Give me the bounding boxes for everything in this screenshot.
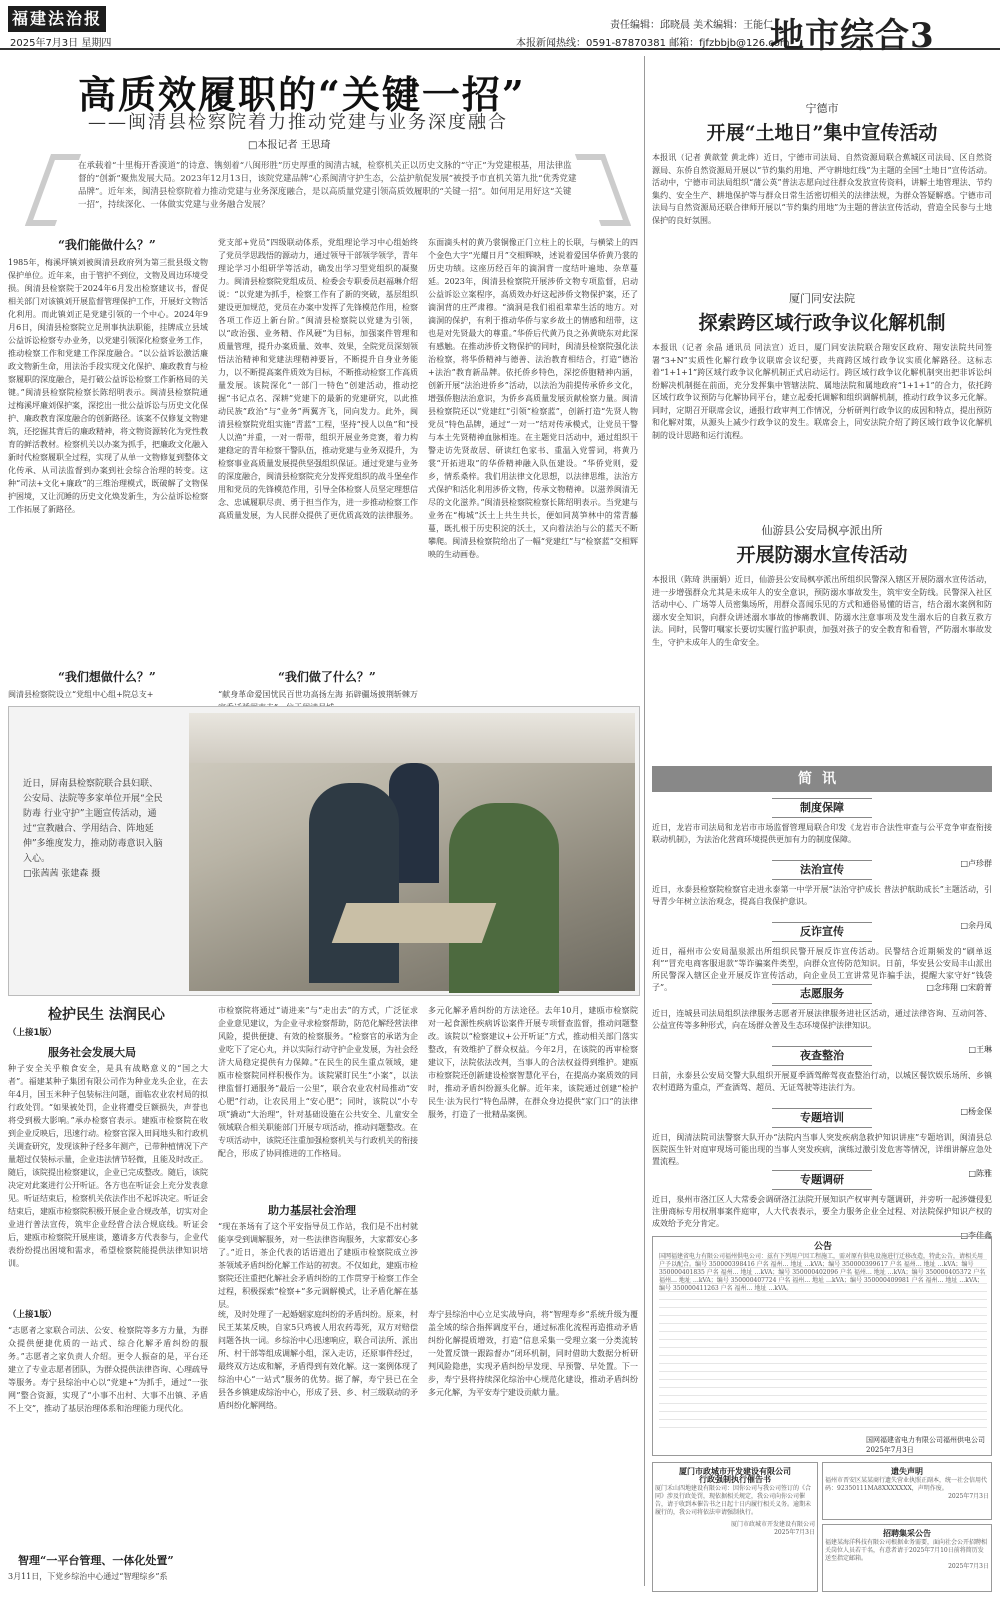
lower2-subhead: 智理“一平台管理、一体化处置” [18, 1554, 174, 1567]
brief-text: 近日，永泰县检察院检察官走进永泰第一中学开展“法治守护成长 普法护航助成长”主题活动，引导青少年树立法治观念，提高自我保护意识。 [652, 885, 992, 906]
briefs-header: 简讯 [652, 766, 992, 792]
ad-1-body: 厦门禾山四地建设有限公司：因你公司与我公司签订的《合同》涉及行政处罚，现依据相关规定，我公司向你公司催告，请于收到本催告书之日起十日内履行相关义务。逾期未履行的，我公司将依法申请强制执行。 [655, 1485, 812, 1516]
news3-body: 本报讯（陈琦 洪丽娟）近日，仙游县公安局枫亭派出所组织民警深入辖区开展防溺水宣传活动，进一步增强群众尤其是未成年人的安全意识，预防溺水事故发生，筑牢安全防线。民警深入社区活动中心、广场等人员密集场所，用群众喜闻乐见的方式和通俗易懂的语言，结合溺水案例和防溺水安全知识，向群众讲述溺水事故的惨痛教训、防溺水注意事项及发生溺水后的自救互救方法。同时，民警叮嘱家长要切实履行监护职责，加强对孩子的安全教育和看管，严防溺水事故发生，守护未成年人的生命安全。 [652, 575, 992, 647]
ad-2-body: 福州市晋安区某某商行遗失营业执照正副本，统一社会信用代码：92350111MA8XXXXXXX，声明作废。 [825, 1477, 988, 1492]
brief-author: □念玮翔 □宋蔚菁 [926, 983, 992, 992]
lower2-column-1: “志愿者之家联合司法、公安、检察院等多方力量，为群众提供便捷优质的一站式、综合化解矛盾纠纷的服务。”志愿者之家负责人介绍。更令人振奋的是，平台还建立了专业志愿者团队，为群众提供法律咨询、心理疏导等服务。寿宁县综治中心以“党建+”为抓手，通过“一张网”整合资源，实现了“小事不出村、大事不出镇、矛盾不上交”，推动了基层治理体系和治理能力现代化。 [8, 1326, 208, 1413]
news1-title: 开展“土地日”集中宣传活动 [706, 122, 938, 144]
article-intro: 在承载着“十里梅开香漠道”的诗意、镌刻着“八闽形胜”历史厚重的闽清古城，检察机关正以历史文脉的“守正”为党建根基，用法律监督的“创新”聚焦发展大局。2023年12月13日，该院党建品牌“心系闽清守护生态，公益护航促发展”被授予市直机关第九批“优秀党建品牌”。近年来，闽清县检察院着力推动党建与业务深度融合，是以高质量党建引领高质效履职的“关键一招”。如何用足用好这“关键一招”，持续深化、一体做实党建与业务融合发展？ [38, 154, 618, 222]
lower2-continued: （上接1版） [8, 1310, 57, 1320]
section-heading-1: “我们能做什么？” [58, 238, 156, 252]
photo-caption [23, 777, 163, 882]
brief-author: □卢珍群 [960, 859, 992, 868]
photo-person-citizen [449, 803, 559, 993]
newspaper-logo: 福建法治报 [8, 6, 106, 32]
brief-text: 近日，龙岩市司法局和龙岩市市场监督管理局联合印发《龙岩市合法性审查与公平竞争审查衔接联动机制》，为法治化营商环境提供更加有力的制度保障。 [652, 823, 992, 844]
lower2-column-3: 寿宁县综治中心立足实战导向，将“智理寿乡”系统升级为覆盖全域的综合指挥调度平台，通过标准化流程再造推动矛盾纠纷化解提质增效，打造“信息采集一受理立案一分类流转一处置反馈一跟踪督办”闭环机制，同时借助大数据分析研判风险隐患，实现矛盾纠纷早发现、早预警、早处置。下一步，寿宁县将持续深化综治中心规范化建设，推动矛盾纠纷多元化解，为平安寿宁建设贡献力量。 [428, 1310, 638, 1397]
brief-tag: 制度保障 [772, 798, 872, 818]
photo-news-box [8, 706, 640, 996]
ad-3-footer: 2025年7月3日 [948, 1563, 989, 1570]
issue-date: 2025年7月3日 星期四 [10, 38, 112, 49]
lower-subhead-2: 助力基层社会治理 [268, 1204, 356, 1217]
article-headline: 高质效履职的“关键一招” [78, 72, 526, 117]
lower-article-continued: （上接1版） [8, 1028, 57, 1038]
brief-text: 近日，泉州市洛江区人大常委会调研洛江法院开展知识产权审判专题调研，并旁听一起涉嫌侵犯注册商标专用权刑事案件庭审，人大代表表示，要全力服务企业全过程、对法院保护知识产权的成效给予充分肯定。 [652, 1195, 992, 1228]
ad-enforcement-notice [652, 1462, 818, 1592]
lower-column-2b: “现在茶场有了这个平安指导员工作站，我们是不出村就能享受到调解服务，对一些法律咨询服务，大家都安心多了。”近日，茶企代表的话语道出了建瓯市检察院成立涉茶领域矛盾纠纷化解工作站的初衷。不仅如此，建瓯市检察院还注重把化解社会矛盾纠纷的工作贯穿于检察工作全过程，积极探索“检察+”多元调解模式，让矛盾化解在基层。 [218, 1222, 418, 1309]
brief-text: 近日，连城县司法局组织法律服务志愿者开展法律服务进社区活动，通过法律咨询、互动问答、公益宣传等多种形式，向在场群众普及生态环境保护法律知识。 [652, 1009, 992, 1030]
photo-tent [189, 713, 635, 763]
lower-column-2: 市检察院将通过“请进来”与“走出去”的方式，广泛征求企业意见建议，为企业寻求检察帮助，防范化解经营法律风险，提供便捷、有效的检察服务。“检察官的承诺为企业吃下了定心丸，并以实际行动守护企业发展，为社会经济大局稳定提供有力保障。”在民生的民生重点领域，建瓯市检察院同样积极作为。该院紧盯民生“小案”，以法律监督打通服务“最后一公里”，联合农业农村局推动“安心肥”行动，让农民用上“安心肥”；同时，该院以“小专项”撬动“大治理”，针对基础设施在公共安全、儿童安全领域联合相关职能部门开展专项活动，推动问题整改。在专项活动中，该院还注重加强检察机关与行政机关的衔接配合，形成了协同推进的工作格局。 [218, 1006, 418, 1158]
brief-author: □杨金保 [960, 1107, 992, 1116]
news2-title: 探索跨区域行政争议化解机制 [698, 312, 946, 334]
ad-1-title: 厦门市政城市开发建设有限公司 行政强制执行催告书 [679, 1466, 791, 1484]
brief-tag: 反诈宣传 [772, 922, 872, 942]
notice-footer: 国网福建省电力有限公司福州供电公司 2025年7月3日 [866, 1436, 985, 1454]
news-photo [189, 713, 635, 991]
photo-caption-text: 近日，屏南县检察院联合县妇联、公安局、法院等多家单位开展“全民防毒 行业守护”主题宣传活动，通过“宣教融合、学用结合、阵地延伸”多维度发力，推动防毒意识入脑入心。 [23, 779, 163, 864]
section-title: 地市综合3 [770, 16, 935, 56]
article-column-1b: 闽清县检察院设立“党组中心组+院总支+ [8, 690, 154, 699]
brief-tag: 专题培训 [772, 1108, 872, 1128]
masthead [0, 0, 1000, 56]
article-column-2b: “献身革命爱国忧民百世功高扬左海 拓辟疆场披荆斩棘万 [218, 690, 418, 699]
news1-location: 宁德市 [805, 102, 839, 115]
news3-title: 开展防溺水宣传活动 [736, 544, 908, 566]
brief-text: 近日，闽清法院司法警察大队开办“法院内当事人突发疾病急救护知识讲座”专题培训，闽清县总医院医生针对庭审现场可能出现的当事人突发疾病，演练过激引发危害等情况，详细讲解应急处置流程。 [652, 1133, 992, 1166]
brief-author: □王琳 [968, 1045, 992, 1054]
brief-tag: 志愿服务 [772, 984, 872, 1004]
section-heading-3: “我们做了什么？” [278, 670, 376, 684]
lower-subhead-1: 服务社会发展大局 [48, 1046, 136, 1059]
brief-text: 近日，福州市公安局温泉派出所组织民警开展反诈宣传活动。民警结合近期频发的“刷单返利”“冒充电商客服退款”等诈骗案件类型，向群众宣传防范知识。日前，华安县公安局丰山派出所民警深入辖区企业开展反诈宣传活动，向企业员工宣讲常见诈骗手法，提醒大家守好“钱袋子”。 [652, 947, 992, 992]
lower-column-1: 种子安全关乎粮食安全，是具有战略意义的“国之大者”。福建某种子集团有限公司作为种业龙头企业，在去年4月，国玉米种子包装标注问题，面临农业农村局的拟行政处罚。“如果被处罚，企业将遭受巨额损失，声誉也将受到极大影响。”承办检察官表示。建瓯市检察院在收到企业反映后，迅速行动。检察官深入田间地头和行政机关调查研究，发现该种子经多年测产，已带种植情况下产量超过仅装标示量，企业违法情节轻微，且能及时改正。随后，该院提出检察建议，企业已完成整改。随后，该院决定对此案进行公开听证。各方也在听证会上充分发表意见。听证结束后，检察机关依法作出不起诉决定。听证会结束后，建瓯市检察院积极开展企业合规改革，切实对企业进行普法宣传，筑牢企业经营合法合规底线。听证会后，建瓯市检察院开展座谈，邀请多方代表参与，企业代表纷纷提出困境和需求，希望检察院能提供法律知识培训。 [8, 1064, 208, 1268]
public-notice [652, 1236, 992, 1456]
article-column-2: 党支部+党员”四级联动体系，党组理论学习中心组始终了党员学思践悟的源动力，通过领导干部领学领学，青年理论学习小组研学等活动，确发出学习型党组织的凝聚力。闽清县检察院党组成员、检委会专职委员赵福琳介绍说：“以党建为抓手，检察工作有了新的突破，基层组织建设更加规范，党员在办案中发挥了先锋模范作用，检察各项工作迈上新台阶。”闽清县检察院以党建为引领，以“政治强、业务精、作风硬”为目标，加强案件管理和质量管理，提升办案质量、效率、效果，全院党员深刻领悟法治精神和党建法理精神要旨，不断提升自身业务能力，以不断提高案件质效为目标，不断推动检察工作高质量发展。该院深化“一部门一特色”创建活动，推动挖掘“书记点名、深耕”党建下的最新的党建研究，以此推动民族”政治“与“业务”两翼齐飞，同向发力。此外，闽清县检察院党组实施“青蓝”工程，坚持“授人以鱼”和“授人以渔”并重，一对一帮带，组织开展业务竞赛，着力构建稳定的青年检察干警队伍，推动党建与业务双提升，为检察事业高质量发展提供坚强组织保证。通过党建与业务的深度融合，闽清县检察院充分发挥党组织的战斗堡垒作用和党员的先锋模范作用，引导全体检察人员坚定理想信念、忠诚履职尽责、勇于担当作为，进一步推动检察工作高质量发展，为人民群众提供了更优质高效的法律服务。 [218, 238, 418, 520]
article-column-3: 东面滴头村的黄乃裳铜像正门立柱上的长联，与横梁上的四个金色大字“光耀日月”交相辉映，述说着爱国华侨黄乃裳的历史功绩。这座历经百年的滴洞背一度结叶遍地、杂草蔓延。2023年，闽清县检察院开展涉侨文物专项监督，启动公益诉讼立案程序，高质效办好这起涉侨文物保护案，还了滴洞背的庄严肃穆。“滴洞是我们祖祖辈辈生活的地方。对滴洞的保护，有利于推动华侨与家乡故土的情感和纽带，这也是对先贤最大的尊重。”华侨后代黄乃良之孙黄晓东对此深有感触。在推动涉侨文物保护的同时，闽清县检察院强化法治检察，将华侨精神与德善、法治教育相结合，打造“德治+法治”教育新品牌。依托侨乡特色，深挖侨胞精神内涵，创新开展“法治进侨乡”活动，以法治为前提传承侨乡文化，增强侨胞法治意识，为侨乡高质量发展贡献检察力量。闽清县检察院还以“党建红”引领“检察蓝”，创新打造“先贤人物党员”特色品牌，通过“一对一”结对传承模式，让党员干警与本土先贤精神血脉相连。在主题党日活动中，通过组织干警走访先贤故居、研读红色家书、重温入党誓词，将黄乃裳“开拓进取”的华侨精神融入队伍建设。“华侨党则，爱乡，情系桑梓。我们用法律文化思想，以法律思维，法治方式保护和活化利用涉侨文物，传承文物精神。以滋养闽清无尽的文化滋养。”闽清县检察院检察长陈绍明表示。当党建与业务在“梅城”沃土上共生共长，便如同莴笋林中的常青藤蔓，既扎根于历史积淀的沃土，又向着法治与公的蓝天不断攀爬。闽清县检察院给出了一幅“党建红”与“检察蓝”交相辉映的生动画卷。 [428, 238, 638, 559]
news2-location: 厦门同安法院 [789, 292, 855, 305]
ad-2-title: 遗失声明 [891, 1466, 923, 1476]
ad-3-title: 招聘集采公告 [883, 1528, 931, 1538]
brief-tag: 法治宣传 [772, 860, 872, 880]
article-subheadline: ——闽清县检察院着力推动党建与业务深度融合 [88, 112, 508, 133]
lower2-column-2: 统，及时处理了一起婚姻家庭纠纷的矛盾纠纷。原来，村民王某某反映，自家5只鸡被人用农药毒死，双方对赔偿问题各执一词。乡综治中心迅速响应，联合司法所、派出所、村干部等组成调解小组，深入走访，还原事件经过，最终双方达成和解，矛盾得到有效化解。这一案例体现了综治中心“一站式”服务的优势。据了解，寿宁县已在全县各乡镇建成综治中心，形成了县、乡、村三级联动的矛盾纠纷化解网络。 [218, 1310, 418, 1410]
ad-recruitment [822, 1524, 992, 1592]
ad-lost-statement [822, 1462, 992, 1520]
article-byline: □本报记者 王思琦 [248, 140, 331, 151]
brief-text: 日前，永泰县公安局交警大队组织开展夏季酒驾醉驾夜查整治行动，以城区餐饮娱乐场所、乡镇农村道路为重点，严查酒驾、超员、无证驾驶等违法行为。 [652, 1071, 992, 1092]
brief-tag: 夜查整治 [772, 1046, 872, 1066]
editor-credits: 责任编辑：邱晓晨 美术编辑：王能仁 [610, 20, 774, 31]
photo-person-prosecutor [309, 783, 399, 983]
brief-tag: 专题调研 [772, 1170, 872, 1190]
notice-title: 公告 [813, 1242, 832, 1252]
news1-body: 本报讯（记者 黄歆萱 黄北烨）近日，宁德市司法局、自然资源局联合蕉城区司法局、区自然资源局、东侨自然资源局开展以“节约集约用地、严守耕地红线”为主题的全国“土地日”宣传活动。活动中，宁德市司法局组织“蒲公英”普法志愿向过往群众发放宣传资料，讲解土地管理法、节约集约、安全生产、耕地保护等与群众日常生活密切相关的法律法规，为群众答疑解惑。宁德市司法局与自然资源局还联合律师开展以“节约集约用地”为主题的普法宣传活动，营造全民参与土地保护的良好氛围。 [652, 153, 992, 225]
photo-credit: □张茜茜 张建森 摄 [23, 869, 101, 879]
lower-article-title: 检护民生 法润民心 [48, 1007, 165, 1023]
news3-location: 仙游县公安局枫亭派出所 [761, 524, 883, 537]
news-hotline: 本报新闻热线：0591-87870381 邮箱：fjfzbbjb@126.com [516, 38, 790, 49]
ad-3-body: 福建某海洋科技有限公司根据业务需要，面向社会公开招聘相关岗位人员若干名，有意者请于2025年7月10日前将简历发送至指定邮箱。 [825, 1539, 988, 1562]
news2-body: 本报讯（记者 余晶 通讯员 同法宣）近日，厦门同安法院联合翔安区政府、翔安法院共同签署“3+N”实质性化解行政争议联席会议纪要，共商跨区域行政争议实质化解路径。这标志着“1+1+1”跨区域行政争议化解机制正式启动运行。跨区域行政争议化解机制突出把非诉讼纠纷解决机制挺在前面，充分发挥集中管辖法院、属地法院和属地政府“1+1+1”的合力，依托跨区域行政争议预防与化解协同平台，建立起委托调解和组织调解机制，推动行政争议多元化解。同时，定期召开联席会议，通报行政审判工作情况，分析研判行政争议的成因和特点，提出预防和化解对策，从源头上减少行政争议的发生。联席会上，同安法院介绍了跨区域行政争议化解机制的设计思路和运行流程。 [652, 343, 992, 440]
brief-author: □陈雅 [968, 1169, 992, 1178]
ad-1-footer: 厦门市政城市开发建设有限公司 2025年7月3日 [730, 1521, 815, 1536]
photo-table [332, 903, 497, 943]
section-heading-2: “我们想做什么？” [58, 670, 156, 684]
lower2-subhead-text: 3月11日，下党乡综治中心通过“智理综乡”系 [8, 1572, 168, 1581]
lower-column-3: 多元化解矛盾纠纷的方法途径。去年10月，建瓯市检察院对一起食源性疾病诉讼案件开展专项督查监督，推动问题整改。该院以“检察建议+公开听证”方式，推动相关部门落实整改，有效维护了群众权益。今年2月，在该院的再审检察建议下，法院依法改判，当事人的合法权益得到维护。建瓯市检察院还创新建设检察智慧化平台，在提高办案质效的同时，推动矛盾纠纷源头化解。近年来，该院通过创建“检护民生·法为民行”特色品牌，在群众身边提供“家门口”的法律服务，打造了一批精品案例。 [428, 1006, 638, 1119]
ad-2-footer: 2025年7月3日 [948, 1493, 989, 1500]
brief-author: □余丹凤 [960, 921, 992, 930]
brief-author: □李佳鑫 [960, 1231, 992, 1240]
article-column-1: 1985年，梅溪坪镇刘被闽清县政府列为第三批县级文物保护单位。近年来，由于管护不到位，文物及周边环境受损。闽清县检察院于2024年6月发出检察建议书，督促相关部门对该镇刘开展监督管理保护工作，开展好文物活化利用。而此镇刘正是党建引领的一个中心。2024年9月6日，闽清县检察院立足刑事执法职能，挂牌成立县域公益诉讼检察专办业务，以党建引领深化检察业务工作，推动检察工作和党建工作深度融合。“以公益诉讼激活廉政文物新生命，用法治手段实现文化保护、廉政教育与检察履职的深度融合，是打破公益诉讼检察工作新格局的关键。”闽清县检察院检察长陈绍明表示。闽清县检察院通过梅溪坪廉刘保护案，深挖出一批公益诉讼与历史文化保护、廉政教育深度融合的创新路径。该案不仅修复文物建筑，还挖掘其背后的廉政精神，将文物资源转化为党性教育的鲜活教材。检察机关以办案为抓手，把廉政文化融入新时代检察履职全过程，实现了从单一文物修复到整体文化传承、从司法监督到办案到社会综合治理的转变。这种“司法+文化+廉政”的三维治理模式，既破解了文物保护困境，又让沉睡的历史文化焕发新生，为公益诉讼检察工作拓展了新路径。 [8, 258, 208, 514]
column-divider [644, 56, 645, 1586]
notice-body: 国网福建省电力有限公司福州供电公司：兹有下列用户因工程施工，需对原有供电设施进行迁移改造，特此公告，请相关用户予以配合。编号 350000398416 户名 福州… 地址 …kVA；编号 350000399617 户名 福州… 地址 …kVA；编号 350000401835 户名 福州… 地址 …kVA；编号 350000402096 户名 福州… 地址 …kVA；编号 350000405372 户名 福州… 地址 …kVA；编号 350000407724 户名 福州… 地址 …kVA；编号 350000409981 户名 福州… 地址 …kVA；编号 350000411263 户名 福州… 地址 …kVA。 [659, 1253, 987, 1433]
